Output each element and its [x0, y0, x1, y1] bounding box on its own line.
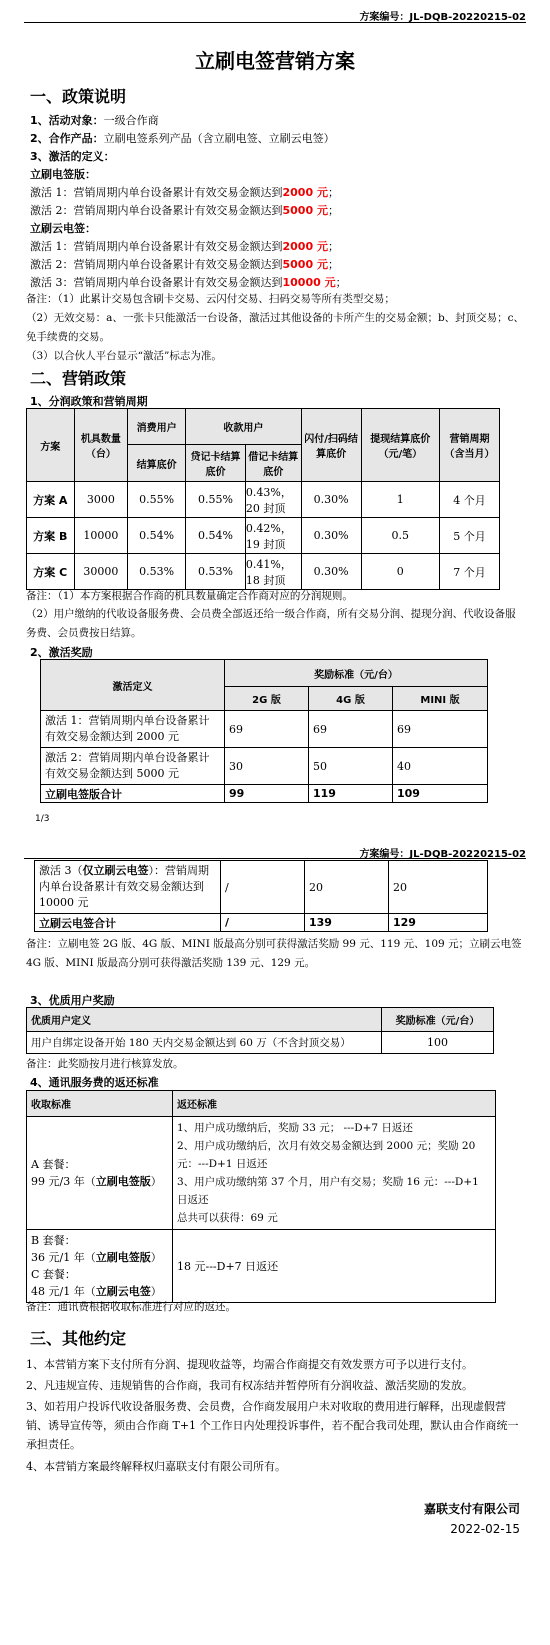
- activation-def: 激活 2：营销周期内单台设备累计有效交易金额达到 5000 元: [41, 748, 225, 785]
- credit-cap: 20 封顶: [245, 501, 286, 515]
- activation-b2: [30, 256, 339, 272]
- table-row: [27, 518, 500, 554]
- agreement-2: 2、凡违规宣传、违规销售的合作商，我司有权冻结并暂停所有分润收益、激活奖励的发放。: [26, 1379, 473, 1392]
- package-bc: [27, 1230, 173, 1303]
- debit: 0.54%: [186, 518, 246, 554]
- reward-mini: 69: [393, 711, 488, 748]
- activation-def: [35, 861, 221, 914]
- credit-cap: 19 封顶: [245, 537, 286, 551]
- header-divider: [24, 22, 526, 23]
- label: 2、合作产品：: [30, 132, 104, 145]
- credit-rate: 0.43%，: [245, 485, 292, 499]
- package-a: [27, 1117, 173, 1230]
- header-reward-standard: 奖励标准（元/台）: [225, 660, 488, 687]
- credit-rate: 0.42%，: [245, 521, 292, 535]
- comm-fee-table: [26, 1090, 496, 1303]
- label: 3、激活的定义：: [30, 150, 115, 163]
- amount: 5000 元: [282, 258, 328, 271]
- reward: 100: [382, 1032, 494, 1054]
- page-2: [0, 849, 550, 1645]
- total-4g: 139: [305, 914, 389, 932]
- comm-fee-note: 备注：通讯费根据收取标准进行对应的返还。: [26, 1301, 236, 1313]
- period: 4 个月: [440, 482, 500, 518]
- header-reward-standard: 奖励标准（元/台）: [382, 1008, 494, 1032]
- price: 48 元/1 年（: [31, 1285, 96, 1298]
- text-bold: 仅立刷云电签: [82, 864, 149, 877]
- value: 一级合作商: [103, 114, 159, 127]
- total-mini: 129: [389, 914, 488, 932]
- doc-number: 方案编号：JL-DQB-20220215-02: [359, 849, 526, 860]
- label: 立刷云电签：: [30, 222, 96, 235]
- amount: 5000 元: [282, 204, 328, 217]
- table-row: [35, 861, 488, 914]
- header-return: 返还标准: [173, 1091, 496, 1117]
- credit-rate: 0.41%，: [245, 557, 292, 571]
- punct: ；: [335, 276, 347, 289]
- header-activation-def: 激活定义: [41, 660, 225, 711]
- table-row-total: [35, 914, 488, 932]
- subheading-activation-reward: 2、激活奖励: [30, 646, 93, 659]
- punct: ；: [327, 258, 339, 271]
- activation-def: 激活 1：营销周期内单台设备累计有效交易金额达到 2000 元: [41, 711, 225, 748]
- subheading-comm-fee: 4、通讯服务费的返还标准: [30, 1076, 159, 1089]
- withdraw: 0: [361, 554, 439, 590]
- header-merchant: 收款用户: [186, 409, 302, 445]
- close: ）: [150, 1251, 162, 1264]
- header-quantity: 机具数量（台）: [74, 409, 128, 482]
- package-name: A 套餐：: [31, 1158, 76, 1171]
- table-row: [27, 482, 500, 518]
- product: 立刷电签版: [95, 1251, 151, 1264]
- reward-2g: 30: [225, 748, 309, 785]
- plan: 方案 A: [27, 482, 75, 518]
- reward-2g: 69: [225, 711, 309, 748]
- page-number: 1/3: [35, 814, 50, 824]
- credit-cap: 18 封顶: [245, 573, 286, 587]
- settle: 0.53%: [128, 554, 186, 590]
- period: 7 个月: [440, 554, 500, 590]
- package-bc-return: 18 元---D+7 日返还: [173, 1230, 496, 1303]
- subheading-quality-user: 3、优质用户奖励: [30, 994, 115, 1007]
- subheading-lishua-dianqian: [30, 166, 96, 182]
- debit: 0.53%: [186, 554, 246, 590]
- price: 99 元/3 年（: [31, 1175, 96, 1188]
- quality-user-table: [26, 1007, 494, 1054]
- activation-reward-table: [40, 659, 488, 803]
- reward-4g: 69: [309, 711, 393, 748]
- credit: [245, 482, 301, 518]
- text: 激活 2：营销周期内单台设备累计有效交易金额达到: [30, 258, 283, 271]
- header-fee: 收取标准: [27, 1091, 173, 1117]
- sign-date: 2022-02-15: [450, 1522, 520, 1536]
- product: 立刷电签版: [95, 1175, 151, 1188]
- plan: 方案 B: [27, 518, 75, 554]
- section-heading-marketing: 二、营销政策: [30, 369, 127, 388]
- cooperation-product: [30, 130, 335, 146]
- profit-note-2: （2）用户缴纳的代收设备服务费、会员费全部返还给一级合作商，所有交易分润、提现分润、代收设备服务费、会员费按日结算。: [26, 608, 516, 639]
- package-price: [31, 1173, 168, 1190]
- qr: 0.30%: [301, 482, 361, 518]
- header-qr-settle: 闪付/扫码结算底价: [301, 409, 361, 482]
- qr: 0.30%: [301, 518, 361, 554]
- close: ）: [150, 1175, 162, 1188]
- credit: [245, 554, 301, 590]
- period: 5 个月: [440, 518, 500, 554]
- return-rule: 3、用户成功缴纳第 37 个月，用户有交易；奖励 16 元：---D+1 日返还: [177, 1176, 479, 1206]
- punct: ；: [327, 204, 339, 217]
- header-4g: 4G 版: [309, 687, 393, 711]
- activation-definition-heading: [30, 148, 115, 164]
- table-row: [41, 748, 488, 785]
- subheading-profit-policy: 1、分润政策和营销周期: [30, 395, 148, 408]
- header-credit: 借记卡结算底价: [245, 445, 301, 482]
- total-4g: 119: [309, 785, 393, 803]
- header-settle: 结算底价: [128, 445, 186, 482]
- reward-mini: 40: [393, 748, 488, 785]
- package-price: [31, 1249, 168, 1266]
- return-total: 总共可以获得：69 元: [177, 1212, 278, 1224]
- reward-2g: /: [221, 861, 305, 914]
- header-2g: 2G 版: [225, 687, 309, 711]
- policy-note-2: （2）无效交易：a、一张卡只能激活一台设备，激活过其他设备的卡所产生的交易金额；b、封顶交易；c、免手续费的交易。: [26, 312, 525, 343]
- header-plan: 方案: [27, 409, 75, 482]
- section-heading-other: 三、其他约定: [30, 1329, 127, 1348]
- section-heading-policy: 一、政策说明: [30, 87, 127, 106]
- withdraw: 0.5: [361, 518, 439, 554]
- activation-reward-table-cont: [34, 860, 488, 932]
- table-row-total: [41, 785, 488, 803]
- agreement-4: 4、本营销方案最终解释权归嘉联支付有限公司所有。: [26, 1460, 286, 1473]
- close: ）: [150, 1285, 162, 1298]
- profit-policy-table: [26, 408, 500, 590]
- header-period: 营销周期（含当月）: [440, 409, 500, 482]
- total-2g: /: [221, 914, 305, 932]
- punct: ；: [327, 240, 339, 253]
- table-row: [27, 1032, 494, 1054]
- withdraw: 1: [361, 482, 439, 518]
- agreement-1: 1、本营销方案下支付所有分润、提现收益等，均需合作商提交有效发票方可予以进行支付。: [26, 1358, 473, 1371]
- quality-note: 备注：此奖励按月进行核算发放。: [26, 1058, 184, 1070]
- total-label: 立刷电签版合计: [41, 785, 225, 803]
- subheading-cloud-dianqian: [30, 220, 96, 236]
- punct: ；: [327, 186, 339, 199]
- package-name: C 套餐：: [31, 1268, 76, 1281]
- doc-number: 方案编号：JL-DQB-20220215-02: [359, 12, 526, 23]
- activation-note: 备注：立刷电签 2G 版、4G 版、MINI 版最高分别可获得激活奖励 99 元、119 元、109 元；立刷云电签 4G 版、MINI 版最高分别可获得激活奖励 139 元、129 元。: [26, 938, 522, 969]
- table-row: [27, 1230, 496, 1303]
- page-title: 立刷电签营销方案: [195, 49, 355, 73]
- price: 36 元/1 年（: [31, 1251, 96, 1264]
- quantity: 10000: [74, 518, 128, 554]
- company-name: 嘉联支付有限公司: [423, 1502, 520, 1516]
- header-consumer: 消费用户: [128, 409, 186, 445]
- activation-b3: [30, 274, 347, 290]
- settle: 0.55%: [128, 482, 186, 518]
- plan: 方案 C: [27, 554, 75, 590]
- header-mini: MINI 版: [393, 687, 488, 711]
- label: 立刷电签版：: [30, 168, 96, 181]
- policy-note-3: （3）以合伙人平台显示“激活”标志为准。: [26, 350, 222, 362]
- reward-4g: 20: [305, 861, 389, 914]
- quantity: 3000: [74, 482, 128, 518]
- header-withdraw: 提现结算底价（元/笔）: [361, 409, 439, 482]
- profit-note-1: 备注：（1）本方案根据合作商的机具数量确定合作商对应的分润规则。: [26, 590, 353, 602]
- quantity: 30000: [74, 554, 128, 590]
- activity-target: [30, 112, 159, 128]
- text: 激活 3：营销周期内单台设备累计有效交易金额达到: [30, 276, 283, 289]
- reward-mini: 20: [389, 861, 488, 914]
- settle: 0.54%: [128, 518, 186, 554]
- activation-b1: [30, 238, 339, 254]
- total-2g: 99: [225, 785, 309, 803]
- text: ）：营销周期内单台设备累计有效交易金额达到 10000 元: [39, 864, 209, 909]
- debit: 0.55%: [186, 482, 246, 518]
- value: 立刷电签系列产品（含立刷电签、立刷云电签）: [103, 132, 335, 145]
- agreement-3: 3、如若用户投诉代收设备服务费、会员费，合作商发展用户未对收取的费用进行解释，出现虚假营销、诱导宣传等，须由合作商 T+1 个工作日内处理投诉事件，若不配合我司处理，默认由合作商统一承担责任。: [26, 1400, 519, 1451]
- return-rule: 2、用户成功缴纳后，次月有效交易金额达到 2000 元；奖励 20 元：---D+1 日返还: [177, 1140, 476, 1170]
- text: 激活 3（: [39, 864, 83, 877]
- activation-a1: [30, 184, 339, 200]
- total-label: 立刷云电签合计: [35, 914, 221, 932]
- header-divider: [24, 858, 526, 859]
- package-name: B 套餐：: [31, 1234, 76, 1247]
- total-mini: 109: [393, 785, 488, 803]
- amount: 2000 元: [282, 186, 328, 199]
- qr: 0.30%: [301, 554, 361, 590]
- table-row: [27, 554, 500, 590]
- text: 激活 1：营销周期内单台设备累计有效交易金额达到: [30, 186, 283, 199]
- header-debit: 贷记卡结算底价: [186, 445, 246, 482]
- table-row: [27, 1117, 496, 1230]
- header-quality-def: 优质用户定义: [27, 1008, 382, 1032]
- product: 立刷云电签: [95, 1285, 151, 1298]
- credit: [245, 518, 301, 554]
- amount: 2000 元: [282, 240, 328, 253]
- activation-a2: [30, 202, 339, 218]
- table-row: [41, 711, 488, 748]
- amount: 10000 元: [282, 276, 336, 289]
- text: 激活 1：营销周期内单台设备累计有效交易金额达到: [30, 240, 283, 253]
- reward-4g: 50: [309, 748, 393, 785]
- quality-def: 用户自绑定设备开始 180 天内交易金额达到 60 万（不含封顶交易）: [27, 1032, 382, 1054]
- package-a-return: [173, 1117, 496, 1230]
- return-rule: 1、用户成功缴纳后，奖励 33 元； ---D+7 日返还: [177, 1122, 413, 1134]
- label: 1、活动对象：: [30, 114, 104, 127]
- policy-note-1: 备注：（1）此累计交易包含刷卡交易、云闪付交易、扫码交易等所有类型交易；: [26, 293, 395, 305]
- text: 激活 2：营销周期内单台设备累计有效交易金额达到: [30, 204, 283, 217]
